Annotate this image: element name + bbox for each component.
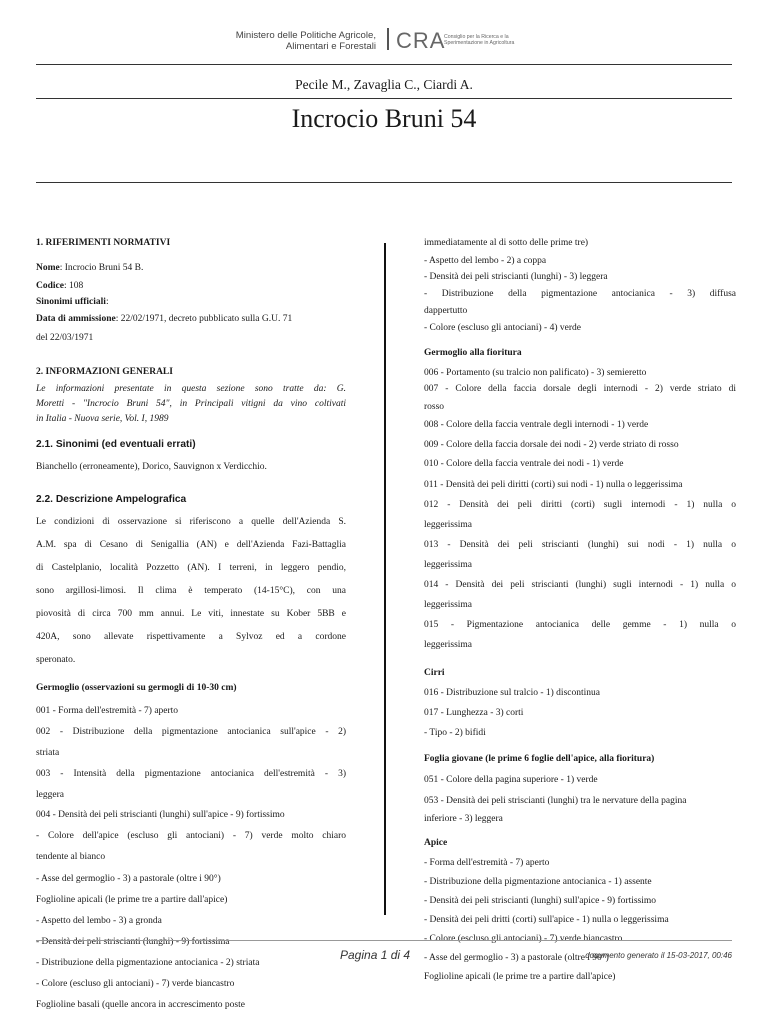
generated-date: documento generato il 15-03-2017, 00:46 [585, 951, 732, 960]
section-2-heading: 2. INFORMAZIONI GENERALI [36, 367, 173, 377]
cra-logo: CRA [396, 28, 446, 53]
codice-value: : 108 [63, 281, 84, 291]
g003b: leggera [36, 790, 64, 800]
c-tipo: - Tipo - 2) bifidi [424, 728, 486, 738]
document-title: Incrocio Bruni 54 [291, 104, 477, 133]
g003a: 003 - Intensità della pigmentazione antocianica dell'estremità - 3) [36, 769, 346, 779]
sinonimi-row [36, 297, 109, 307]
a5: - Colore (escluso gli antociani) - 7) verde biancastro [424, 934, 623, 944]
data-label: Data di ammissione [36, 314, 116, 324]
sinonimi-label: Sinonimi ufficiali [36, 297, 106, 307]
data-row [36, 314, 292, 324]
desc-line-1: Le condizioni di osservazione si riferiscono a quelle dell'Azienda S. [36, 517, 346, 527]
data-value-line2: del 22/03/1971 [36, 333, 94, 343]
a1: - Forma dell'estremità - 7) aperto [424, 858, 550, 868]
g002a: 002 - Distribuzione della pigmentazione antocianica sull'apice - 2) [36, 727, 346, 737]
f010: 010 - Colore della faccia ventrale dei nodi - 1) verde [424, 459, 624, 469]
r5: - Colore (escluso gli antociani) - 4) verde [424, 323, 581, 333]
cra-line-2: Sperimentazione in Agricoltura [444, 40, 515, 46]
c017: 017 - Lunghezza - 3) corti [424, 708, 524, 718]
g-colore-a: - Colore dell'apice (escluso gli antociani) - 7) verde molto chiaro [36, 831, 346, 841]
f006: 006 - Portamento (su tralcio non palificato) - 3) semieretto [424, 368, 647, 378]
f013a: 013 - Densità dei peli striscianti (lunghi) sui nodi - 1) nulla o [424, 540, 736, 550]
g-aspetto: - Aspetto del lembo - 3) a gronda [36, 916, 162, 926]
section-2-2-heading: 2.2. Descrizione Ampelografica [36, 494, 187, 505]
g-colore2: - Colore (escluso gli antociani) - 7) verde biancastro [36, 979, 235, 989]
g-colore-b: tendente al bianco [36, 852, 106, 862]
g004: 004 - Densità dei peli striscianti (lunghi) sull'apice - 9) fortissimo [36, 810, 285, 820]
foglia-giovane-heading: Foglia giovane (le prime 6 foglie dell'apice, alla fioritura) [424, 754, 655, 764]
cra-line-1: Consiglio per la Ricerca e la [444, 34, 509, 40]
fg051: 051 - Colore della pagina superiore - 1) verde [424, 775, 598, 785]
germoglio-heading: Germoglio (osservazioni su germogli di 10-30 cm) [36, 683, 237, 693]
f015a: 015 - Pigmentazione antocianica delle gemme - 1) nulla o [424, 620, 736, 630]
g002b: striata [36, 748, 60, 758]
section-2-1-heading: 2.1. Sinonimi (ed eventuali errati) [36, 439, 196, 450]
g-basali: Foglioline basali (quelle ancora in accrescimento poste [36, 1000, 245, 1010]
header-logos [0, 24, 768, 60]
fg053a: 053 - Densità dei peli striscianti (lunghi) tra le nervature della pagina [424, 796, 687, 806]
codice-row [36, 281, 83, 291]
info-line-3: in Italia - Nuova serie, Vol. I, 1989 [36, 414, 169, 424]
desc-line-4: sono argillosi-limosi. Il clima è temperato (14-15°C), con una [36, 586, 346, 596]
ministry-line-1: Ministero delle Politiche Agricole, [235, 30, 376, 41]
r4b: dappertutto [424, 306, 468, 316]
sinonimi-text: Bianchello (erroneamente), Dorico, Sauvignon x Verdicchio. [36, 462, 267, 472]
f012a: 012 - Densità dei peli diritti (corti) sugli internodi - 1) nulla o [424, 500, 736, 510]
data-value: : 22/02/1971, decreto pubblicato sulla G.U. 71 [115, 314, 293, 324]
a2: - Distribuzione della pigmentazione antocianica - 1) assente [424, 877, 652, 887]
info-line-1: Le informazioni presentate in questa sezione sono tratte da: G. [36, 384, 346, 394]
authors: Pecile M., Zavaglia C., Ciardi A. [295, 77, 473, 92]
footer-rule [36, 940, 732, 941]
f009: 009 - Colore della faccia dorsale dei nodi - 2) verde striato di rosso [424, 440, 679, 450]
page-number: Pagina 1 di 4 [340, 948, 411, 962]
g-densita: - Densità dei peli striscianti (lunghi) - 9) fortissima [36, 937, 230, 947]
section-1-heading: 1. RIFERIMENTI NORMATIVI [36, 238, 171, 248]
fioritura-heading: Germoglio alla fioritura [424, 348, 522, 358]
g-distribuzione: - Distribuzione della pigmentazione antocianica - 2) striata [36, 958, 260, 968]
a7: Foglioline apicali (le prime tre a partire dall'apice) [424, 972, 616, 982]
f008: 008 - Colore della faccia ventrale degli internodi - 1) verde [424, 420, 649, 430]
f012b: leggerissima [424, 520, 473, 530]
a6: - Asse del germoglio - 3) a pastorale (oltre i 90°) [424, 953, 609, 963]
cra-logo-subtitle [444, 34, 514, 46]
sinonimi-value: : [105, 297, 109, 307]
r4a: - Distribuzione della pigmentazione antocianica - 3) diffusa [424, 289, 736, 299]
r2: - Aspetto del lembo - 2) a coppa [424, 256, 547, 266]
ministry-logo-text [236, 30, 376, 52]
info-line-2: Moretti - "Incrocio Bruni 54", in Principali vitigni da vino coltivati [36, 399, 346, 409]
f014b: leggerissima [424, 600, 473, 610]
nome-label: Nome [36, 263, 60, 273]
column-divider [384, 243, 386, 915]
ministry-line-2: Alimentari e Forestali [285, 41, 376, 52]
a4: - Densità dei peli dritti (corti) sull'apice - 1) nulla o leggerissima [424, 915, 669, 925]
apice-heading: Apice [424, 838, 448, 848]
f007a: 007 - Colore della faccia dorsale degli internodi - 2) verde striato di [424, 384, 736, 394]
f015b: leggerissima [424, 640, 473, 650]
desc-line-7: speronato. [36, 655, 76, 665]
r1: immediatamente al di sotto delle prime tre) [424, 238, 589, 248]
nome-row [36, 263, 143, 273]
codice-label: Codice [36, 281, 64, 291]
f007b: rosso [424, 402, 445, 412]
title-rule-top [36, 98, 732, 99]
title-rule-bottom [36, 182, 732, 183]
f014a: 014 - Densità dei peli striscianti (lunghi) sugli internodi - 1) nulla o [424, 580, 736, 590]
c016: 016 - Distribuzione sul tralcio - 1) discontinua [424, 688, 600, 698]
f013b: leggerissima [424, 560, 473, 570]
a3: - Densità dei peli striscianti (lunghi) sull'apice - 9) fortissimo [424, 896, 657, 906]
desc-line-6: 420A, sono allevate rispettivamente a Sylvoz ed a cordone [36, 632, 346, 642]
header-rule [36, 64, 732, 65]
nome-value: : Incrocio Bruni 54 B. [59, 263, 144, 273]
cirri-heading: Cirri [424, 668, 445, 678]
desc-line-5: piovosità di circa 700 mm annui. Le viti, innestate su Kober 5BB e [36, 609, 346, 619]
desc-line-3: di Castelplanio, località Pozzetto (AN). I terreni, in leggero pendio, [36, 563, 346, 573]
fg053b: inferiore - 3) leggera [424, 814, 503, 824]
g001: 001 - Forma dell'estremità - 7) aperto [36, 706, 179, 716]
g-asse: - Asse del germoglio - 3) a pastorale (oltre i 90°) [36, 874, 221, 884]
logo-separator [387, 28, 389, 50]
g-foglioline: Foglioline apicali (le prime tre a partire dall'apice) [36, 895, 228, 905]
f011: 011 - Densità dei peli diritti (corti) sui nodi - 1) nulla o leggerissima [424, 480, 683, 490]
r3: - Densità dei peli striscianti (lunghi) - 3) leggera [424, 272, 608, 282]
desc-line-2: A.M. spa di Cesano di Senigallia (AN) e dell'Azienda Fazi-Battaglia [36, 540, 346, 550]
